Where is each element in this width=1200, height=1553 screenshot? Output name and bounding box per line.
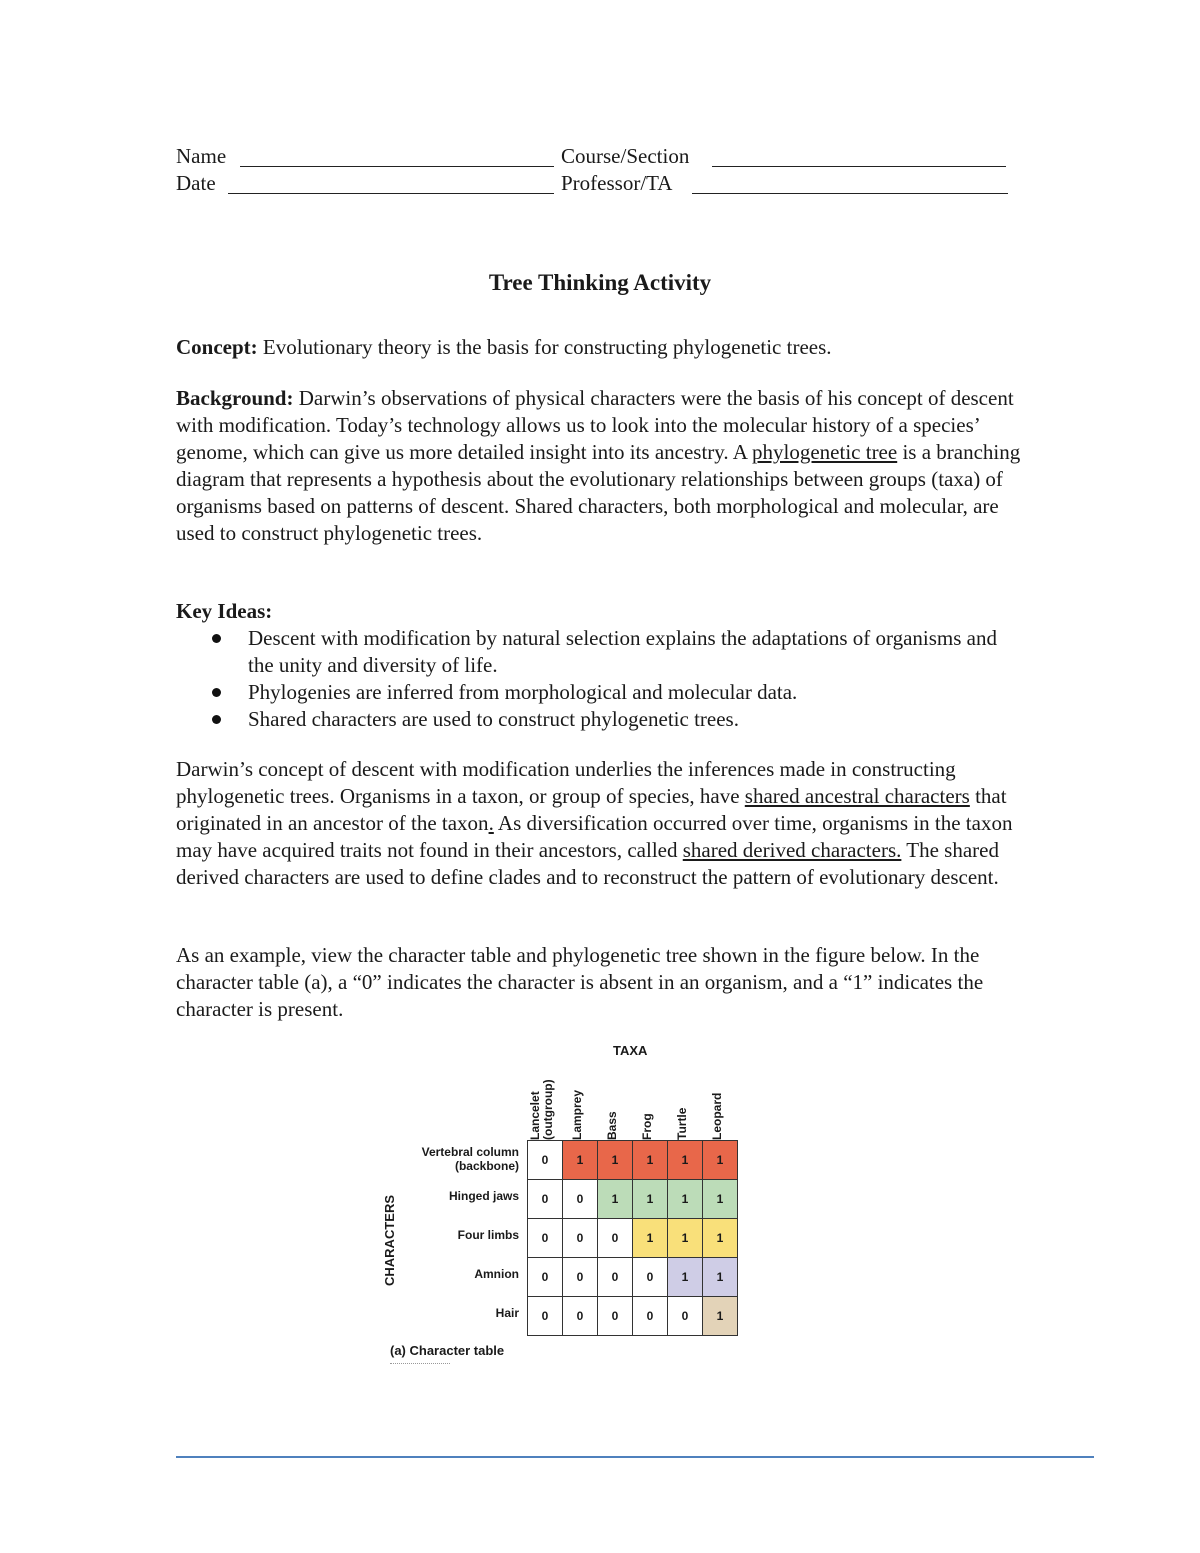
matrix-cell: 1 (598, 1180, 633, 1219)
matrix-cell: 1 (668, 1180, 703, 1219)
matrix-cell: 0 (563, 1219, 598, 1258)
matrix-cell: 1 (598, 1141, 633, 1180)
para3-text-4: The shared derived characters are used to define clades and to reconstruct the pattern of evolutionary descent. (176, 838, 999, 889)
key-ideas-heading (176, 598, 1026, 625)
concept-text: Evolutionary theory is the basis for constructing phylogenetic trees. (257, 335, 832, 359)
para3-dot: . (488, 811, 494, 835)
matrix-cell: 1 (633, 1141, 668, 1180)
matrix-cell: 0 (563, 1258, 598, 1297)
para3-text-3: As diversification occurred over time, organisms in the taxon may have acquired traits not found in their ancestors, called (176, 811, 1013, 862)
matrix-cell: 0 (633, 1297, 668, 1336)
matrix-cell: 0 (528, 1141, 563, 1180)
para3-text-2: that originated in an ancestor of the taxon (176, 784, 1007, 835)
taxon-label: Lancelet (outgroup) (528, 1079, 555, 1140)
background-paragraph (176, 385, 1026, 547)
list-item (176, 625, 1026, 679)
matrix-cell: 0 (563, 1180, 598, 1219)
bullet-icon (212, 688, 221, 697)
list-item (176, 706, 1026, 733)
table-row (528, 1258, 738, 1297)
character-table-figure (380, 1036, 760, 1376)
course-section-field-line[interactable] (712, 166, 1006, 167)
example-text: As an example, view the character table and phylogenetic tree shown in the figure below. In the character table (a), a “0” indicates the character is absent in an organism, and a “1” indicates the character is present. (176, 943, 984, 1021)
matrix-cell: 1 (703, 1180, 738, 1219)
footer-divider (176, 1456, 1094, 1458)
name-field-line[interactable] (240, 166, 554, 167)
matrix-cell: 0 (528, 1297, 563, 1336)
course-section-label: Course/Section (561, 144, 690, 168)
taxon-label: Lamprey (570, 1089, 584, 1140)
taxon-label: Turtle (675, 1107, 689, 1140)
figure-caption: (a) Character table (390, 1343, 505, 1358)
key-idea-text: Descent with modification by natural selection explains the adaptations of organisms and the unity and diversity of life. (248, 626, 998, 677)
background-label: Background: (176, 386, 294, 410)
taxon-label: Leopard (710, 1092, 724, 1140)
matrix-cell: 1 (563, 1141, 598, 1180)
matrix-cell: 0 (598, 1297, 633, 1336)
character-label: Four limbs (457, 1228, 519, 1242)
character-label: Vertebral column (backbone) (421, 1145, 519, 1173)
matrix-cell: 1 (668, 1258, 703, 1297)
key-idea-text: Shared characters are used to construct phylogenetic trees. (248, 707, 739, 731)
key-ideas-list (176, 625, 1026, 733)
matrix-cell: 1 (703, 1141, 738, 1180)
concept-label: Concept: (176, 335, 258, 359)
background-text-1: Darwin’s observations of physical characters were the basis of his concept of descent with modification. Today’s technology allows us to look into the molecular history of a species’ genome, which can give us more detailed insight into its ancestry. A (176, 386, 1014, 464)
para3-text-1: Darwin’s concept of descent with modification underlies the inferences made in constructing phylogenetic trees. Organisms in a taxon, or group of species, have (176, 757, 956, 808)
characters-title: CHARACTERS (382, 1195, 397, 1286)
concept-paragraph (176, 334, 1026, 361)
matrix-cell: 1 (668, 1141, 703, 1180)
matrix-cell: 0 (528, 1219, 563, 1258)
matrix-cell: 1 (668, 1219, 703, 1258)
matrix-cell: 1 (633, 1219, 668, 1258)
matrix-cell: 1 (703, 1219, 738, 1258)
character-label: Amnion (474, 1267, 519, 1281)
page-title: Tree Thinking Activity (488, 270, 712, 295)
shared-derived-characters-term: shared derived characters. (682, 838, 902, 862)
matrix-cell: 0 (528, 1180, 563, 1219)
matrix-cell: 0 (598, 1258, 633, 1297)
table-row (528, 1180, 738, 1219)
date-field-line[interactable] (228, 193, 554, 194)
professor-ta-field-line[interactable] (692, 193, 1008, 194)
descent-paragraph (176, 756, 1026, 891)
bullet-icon (212, 634, 221, 643)
table-row (528, 1297, 738, 1336)
key-ideas-label: Key Ideas: (176, 599, 273, 623)
matrix-cell: 1 (703, 1297, 738, 1336)
matrix-cell: 0 (633, 1258, 668, 1297)
taxon-label: Bass (605, 1111, 619, 1140)
professor-ta-label: Professor/TA (561, 171, 673, 195)
taxa-title: TAXA (613, 1043, 648, 1058)
matrix-cell: 0 (563, 1297, 598, 1336)
date-label: Date (176, 171, 216, 195)
name-label: Name (176, 144, 227, 168)
phylogenetic-tree-term: phylogenetic tree (752, 440, 898, 464)
key-idea-text: Phylogenies are inferred from morphological and molecular data. (248, 680, 798, 704)
matrix-cell: 1 (633, 1180, 668, 1219)
caption-fragment (390, 1363, 450, 1368)
character-matrix (527, 1140, 738, 1336)
matrix-cell: 0 (528, 1258, 563, 1297)
bullet-icon (212, 715, 221, 724)
matrix-cell: 0 (668, 1297, 703, 1336)
character-label: Hair (495, 1306, 519, 1320)
list-item (176, 679, 1026, 706)
background-text-2: is a branching diagram that represents a hypothesis about the evolutionary relationships between groups (taxa) of organisms based on patterns of descent. Shared characters, both morphological and molecular, are used to construct phylogenetic trees. (176, 440, 1021, 545)
matrix-cell: 1 (703, 1258, 738, 1297)
table-row (528, 1141, 738, 1180)
table-row (528, 1219, 738, 1258)
taxon-label: Frog (640, 1113, 654, 1140)
example-paragraph (176, 942, 1026, 1023)
shared-ancestral-characters-term: shared ancestral characters (744, 784, 970, 808)
character-label: Hinged jaws (448, 1189, 519, 1203)
matrix-cell: 0 (598, 1219, 633, 1258)
